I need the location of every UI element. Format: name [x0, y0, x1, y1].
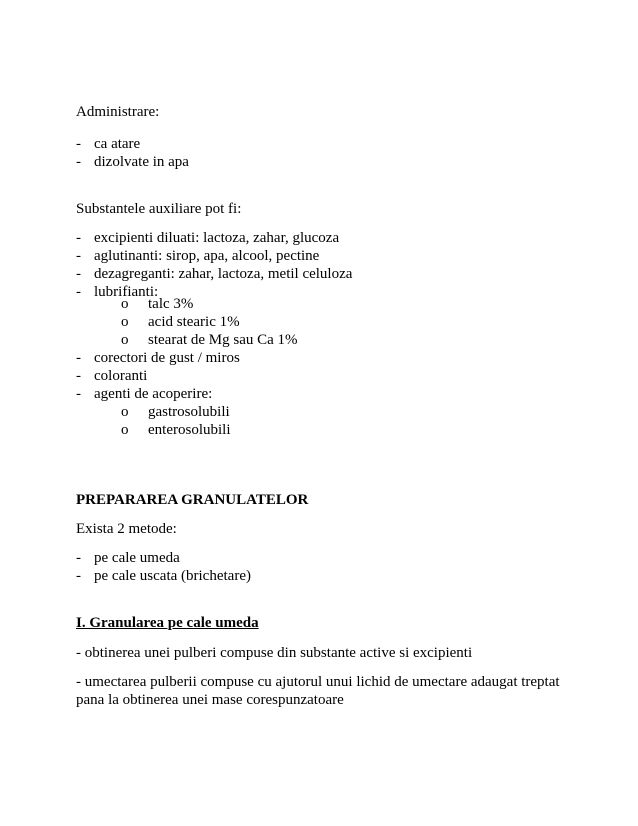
paragraph-obtinerea: - obtinerea unei pulberi compuse din substante active si excipienti — [76, 645, 473, 661]
section-heading-granularea-umeda: I. Granularea pe cale umeda — [76, 615, 259, 631]
aux-title: Substantele auxiliare pot fi: — [76, 201, 242, 217]
admin-title: Administrare: — [76, 104, 160, 120]
paragraph-umectarea-line2: pana la obtinerea unei mase corespunzatoare — [76, 692, 344, 708]
methods-intro: Exista 2 metode: — [76, 521, 177, 537]
paragraph-umectarea-line1: - umectarea pulberii compuse cu ajutorul unui lichid de umectare adaugat treptat — [76, 674, 560, 690]
document-page: Administrare: - ca atare - dizolvate in apa Substantele auxiliare pot fi: - excipienti diluati: lactoza, zahar, glucoza - aglutinanti: sirop, apa, alcool, pectine - dezagreganti: zahar, lactoza, metil celuloza - lubrifianti: o talc 3% o acid stearic 1% o stearat de Mg sau Ca 1% - corectori de gust / miros - coloranti - agenti de acoperire: o gastrosolubili o enterosolubili PREPARAREA GRANULATELOR Exista 2 metode: - pe cale umeda - pe cale uscata (brichetare) I. Granularea pe cale umeda - obtinerea unei pulberi compuse din substante active si excipienti - umectarea pulberii compuse cu ajutorul unui lichid de umectare adaugat treptat pana la obtinerea unei mase corespunzatoare — [76, 104, 560, 708]
section-heading-prepararea: PREPARAREA GRANULATELOR — [76, 492, 309, 508]
